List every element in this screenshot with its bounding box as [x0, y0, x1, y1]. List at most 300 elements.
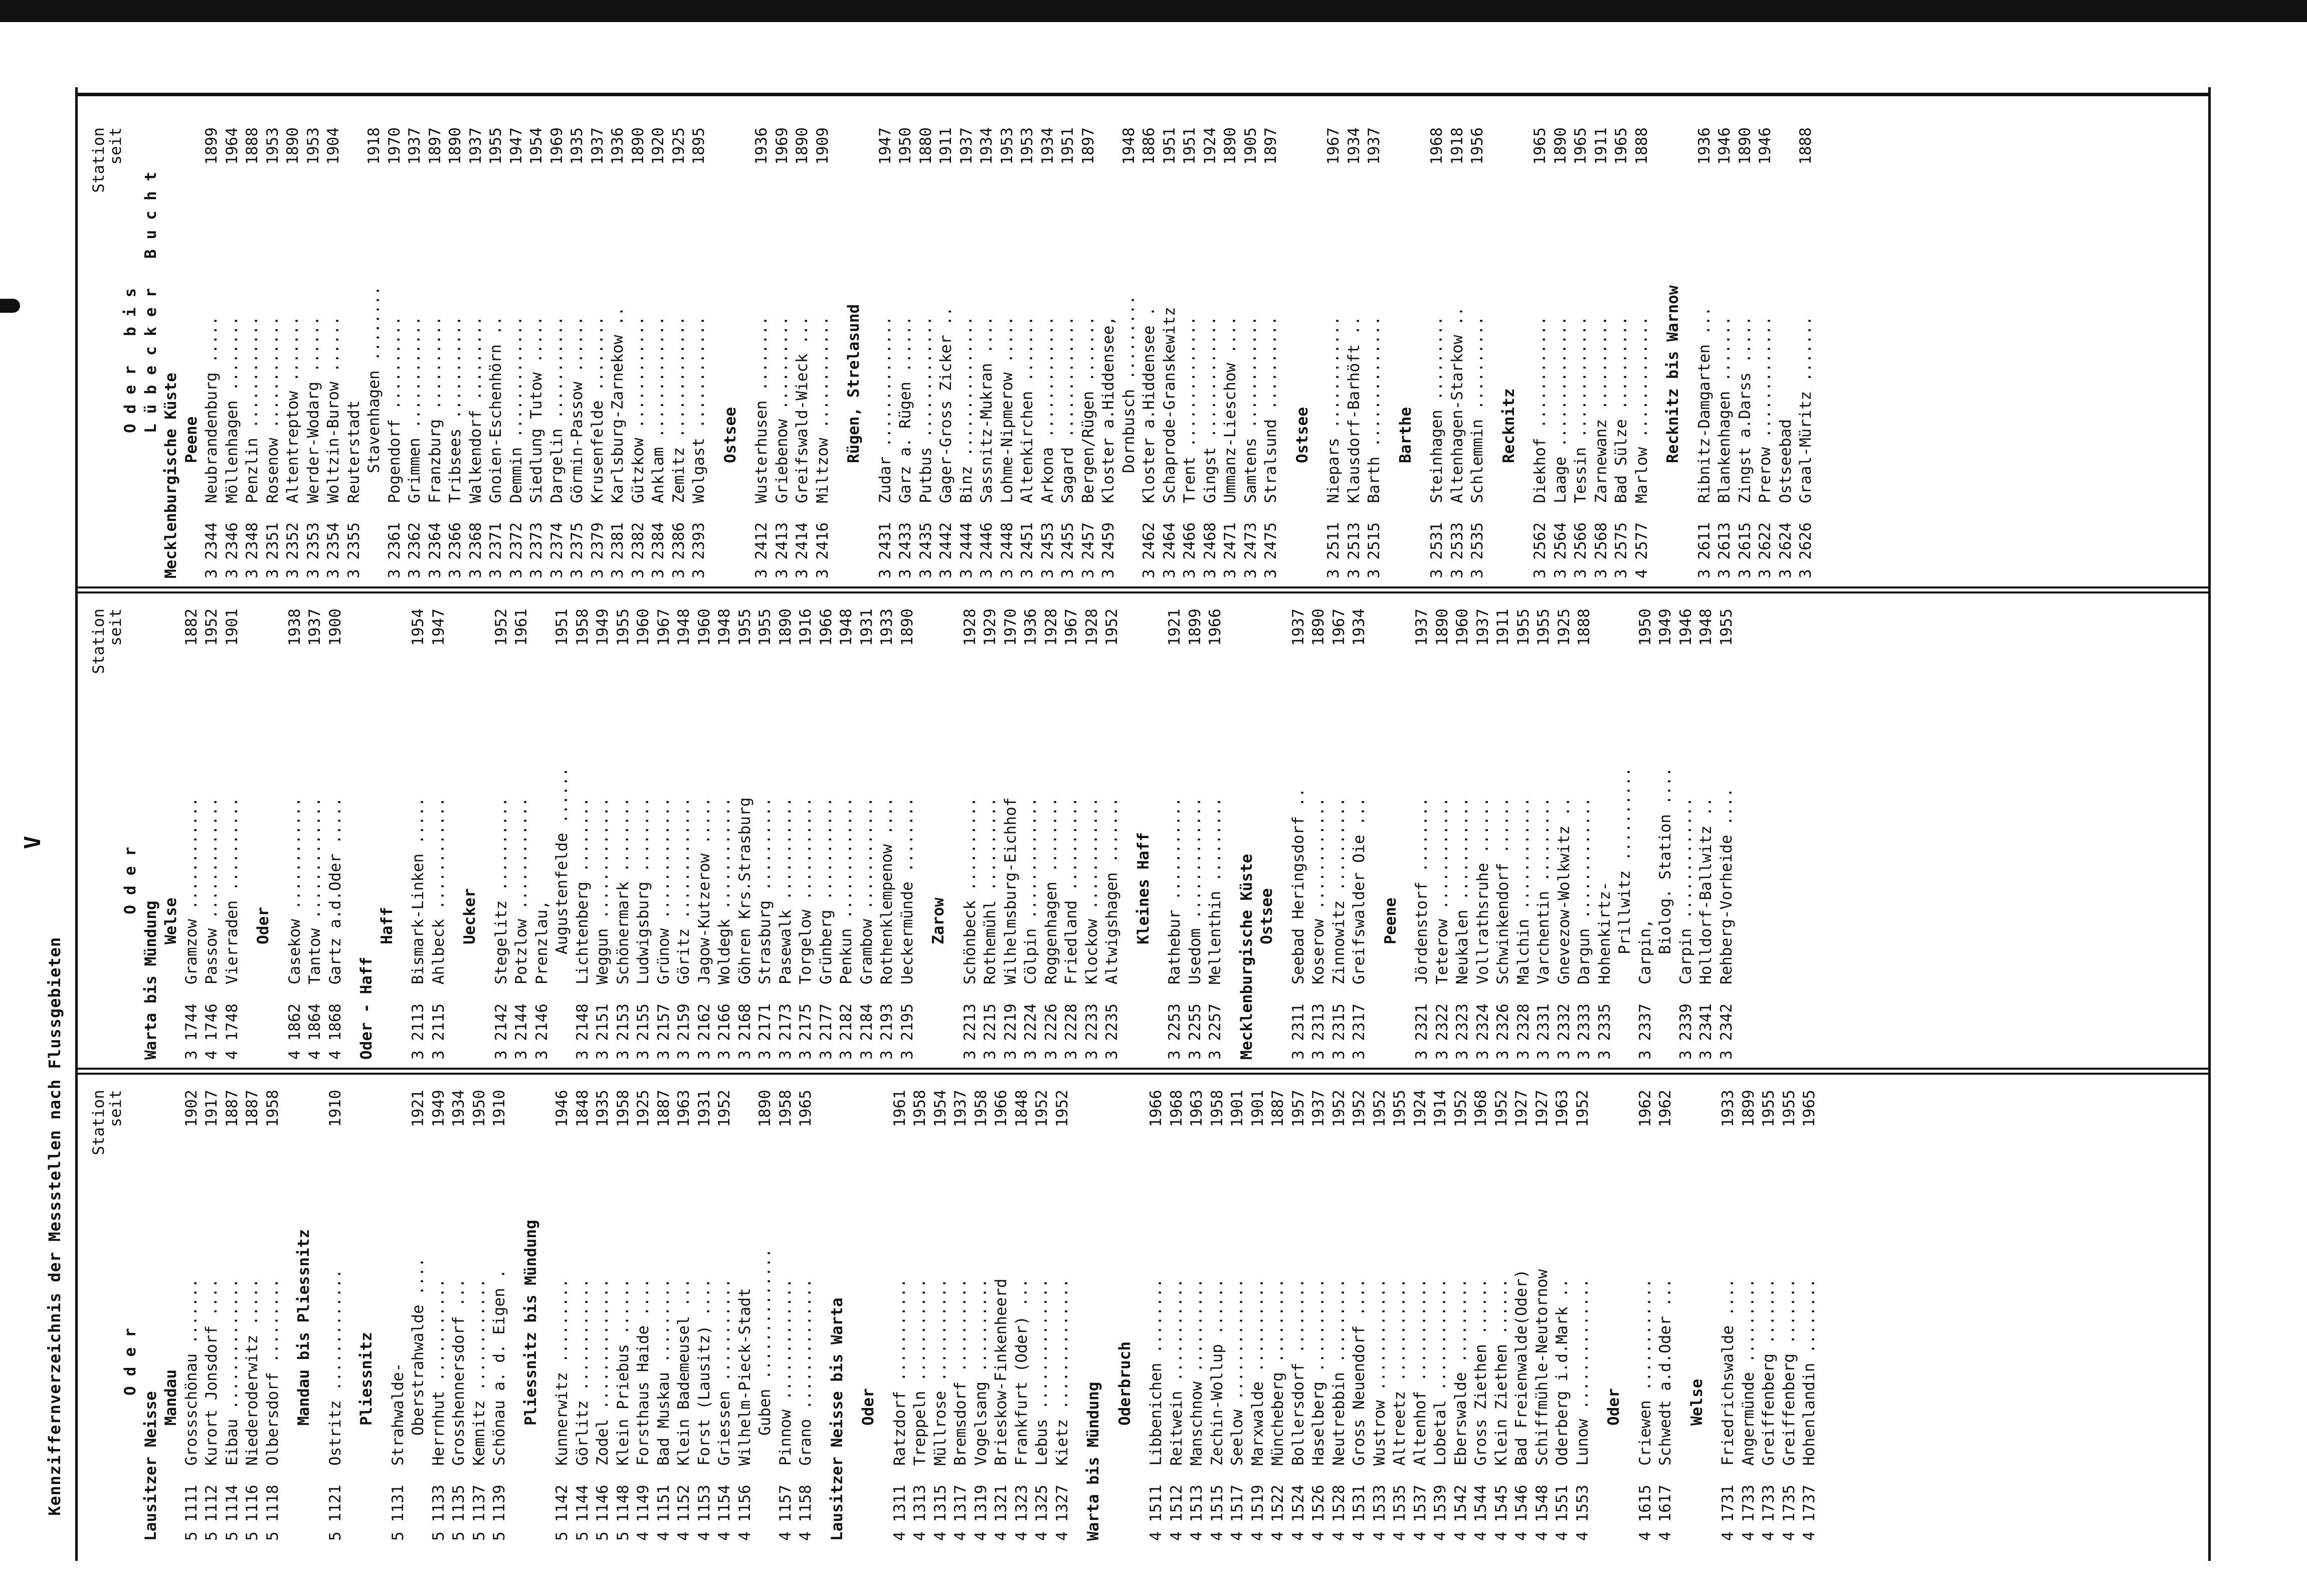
station-name: Angermünde .........: [1739, 1278, 1758, 1466]
station-since-year: 1886: [1140, 127, 1158, 165]
station-number: 3 2335: [1595, 1004, 1614, 1060]
station-name: Strahwalde-: [389, 1362, 407, 1466]
station-since-year: 1897: [1079, 127, 1097, 165]
station-since-year: 1934: [1344, 127, 1363, 165]
station-since-year: 1934: [1038, 127, 1057, 165]
station-since-year: 1934: [978, 127, 996, 165]
station-row: [1061, 609, 1082, 1060]
station-number: 3 2464: [1160, 522, 1179, 578]
heading-text: Pliessnitz: [357, 1332, 375, 1426]
station-number: 3 2393: [690, 522, 708, 578]
station-row: [1796, 127, 1816, 578]
station-since-year: 1934: [450, 1090, 468, 1127]
station-number: 3 2148: [573, 1004, 592, 1060]
river-heading: [928, 609, 949, 1060]
station-name: Barth ..............: [1365, 316, 1383, 503]
station-row: [654, 609, 674, 1060]
section-heading: [141, 1090, 161, 1541]
river-heading: [1499, 127, 1519, 578]
station-name: Casekow ............: [285, 797, 304, 984]
station-row: [489, 1090, 510, 1541]
spacer: [833, 127, 844, 578]
station-since-year: 1960: [695, 609, 713, 646]
station-since-year: 1937: [588, 127, 607, 165]
station-number: 3 2455: [1059, 522, 1077, 578]
station-row: [897, 609, 918, 1060]
station-since-year: 1937: [1289, 609, 1307, 646]
station-since-year: 1955: [487, 127, 505, 165]
spacer: [510, 1090, 521, 1541]
station-since-year: 1966: [992, 1090, 1010, 1127]
station-number: 4 1325: [1033, 1485, 1051, 1541]
station-since-year: 1948: [837, 609, 855, 646]
station-name: Schönbeck ..........: [960, 797, 979, 984]
river-heading: [161, 1090, 181, 1541]
station-seit-label: Station seit: [90, 609, 125, 674]
station-number: [1615, 984, 1635, 1060]
station-number: 3 2413: [773, 522, 791, 578]
station-column: [90, 609, 2186, 1060]
station-row: [1102, 609, 1122, 1060]
station-number: 3 2433: [896, 522, 914, 578]
heading-text: Oder: [121, 837, 139, 914]
station-name: Weggun .............: [594, 797, 612, 984]
station-since-year: 1916: [797, 609, 815, 646]
station-since-year: 1937: [1309, 1090, 1327, 1127]
station-name: Seelow .............: [1228, 1278, 1246, 1466]
station-row: [1591, 127, 1612, 578]
river-heading: [1381, 609, 1401, 1060]
station-number: 4 1535: [1391, 1485, 1409, 1541]
station-number: 3 2444: [957, 522, 976, 578]
station-row: [526, 127, 547, 578]
station-row: [1513, 609, 1534, 1060]
station-row: [689, 127, 709, 578]
station-name: Potzlow ............: [512, 797, 530, 984]
station-since-year: 1965: [1572, 127, 1590, 165]
station-column: [90, 1090, 2186, 1541]
station-name: Haselberg ..........: [1309, 1278, 1327, 1466]
river-heading: [253, 609, 274, 1060]
station-number: 3 2213: [960, 1004, 979, 1060]
station-since-year: 1914: [1431, 1090, 1449, 1127]
station-number: 3 2153: [614, 1004, 632, 1060]
station-name: Kloster a.Hiddensee .: [1140, 307, 1158, 503]
station-number: 5 1118: [263, 1485, 282, 1541]
station-number: 3 2566: [1572, 522, 1590, 578]
station-since-year: 1951: [1059, 127, 1077, 165]
station-number: 3 2322: [1433, 1004, 1451, 1060]
station-row: [1799, 1090, 1820, 1541]
station-row: [654, 1090, 674, 1541]
station-number: 4 1526: [1309, 1485, 1327, 1541]
station-number: 3 2416: [813, 522, 832, 578]
station-number: 3 2341: [1697, 1004, 1715, 1060]
station-name: Frankfurt (Oder) ...: [1012, 1278, 1031, 1466]
column-header: [90, 127, 125, 578]
station-row: [384, 127, 405, 578]
station-number: 3 2352: [284, 522, 302, 578]
station-number: 4 1515: [1208, 1485, 1226, 1541]
station-since-year: 1952: [203, 609, 221, 646]
heading-text: Oder bis: [121, 278, 139, 433]
station-number: 4 1544: [1472, 1485, 1490, 1541]
station-row: [222, 609, 243, 1060]
station-name: Demmin .............: [507, 316, 525, 503]
station-name: Ludwigsburg ........: [634, 797, 652, 984]
station-number: 5 1137: [470, 1485, 488, 1541]
station-row: [875, 127, 896, 578]
station-number: 4 1862: [285, 1004, 304, 1060]
station-number: 3 2168: [735, 1004, 754, 1060]
station-name: Kietz ..............: [1053, 1278, 1071, 1466]
station-row: [1696, 609, 1716, 1060]
station-name: Zechin-Wollup ......: [1208, 1278, 1226, 1466]
station-name: Ummanz-Lieschow ....: [1221, 316, 1239, 503]
station-name: Trent ..............: [1181, 316, 1199, 503]
station-number: 4 1548: [1532, 1485, 1551, 1541]
station-since-year: 1901: [223, 609, 241, 646]
spacer: [314, 1090, 325, 1541]
station-row: [1308, 609, 1329, 1060]
station-since-year: 1937: [1365, 127, 1383, 165]
station-number: 3 2568: [1592, 522, 1610, 578]
station-name: Schwedt a.d.Oder ...: [1656, 1278, 1674, 1466]
station-name: Klein Ziethen ......: [1492, 1278, 1510, 1466]
station-number: 3 2193: [878, 1004, 896, 1060]
station-row: [628, 127, 649, 578]
station-name: Altwigshagen .......: [1103, 797, 1121, 984]
river-heading: [1257, 609, 1277, 1060]
station-row: [1139, 127, 1160, 578]
station-since-year: 1899: [1739, 1090, 1758, 1127]
station-row: [572, 609, 593, 1060]
station-row: [1200, 127, 1221, 578]
station-since-year: 1887: [243, 1090, 261, 1127]
spacer: [541, 1090, 552, 1541]
section-heading: [1237, 609, 1257, 1060]
station-name: Putbus .............: [916, 316, 935, 503]
station-row: [1551, 127, 1571, 578]
station-row: [714, 1090, 735, 1541]
station-since-year: 1904: [324, 127, 342, 165]
station-name: Eberswalde .........: [1451, 1278, 1470, 1466]
station-since-year: 1928: [1082, 609, 1101, 646]
station-column: [90, 127, 2186, 578]
station-number: 3 2535: [1468, 522, 1486, 578]
spacer: [1312, 127, 1323, 578]
station-since-year: 1917: [203, 1090, 221, 1127]
station-name: Biolog. Station ....: [1656, 767, 1674, 954]
station-number: 4 2577: [1632, 522, 1651, 578]
station-name: Brieskow-Finkenheerd: [992, 1278, 1010, 1466]
station-name: Hohenkirtz-: [1595, 881, 1614, 984]
heading-text: Mandau bis Pliessnitz: [295, 1229, 313, 1426]
station-name: Klein Priebus ......: [614, 1278, 632, 1466]
station-row: [388, 1090, 409, 1541]
spacer: [242, 609, 253, 1060]
station-name: Vierraden ..........: [223, 797, 241, 984]
station-since-year: 1928: [1042, 609, 1060, 646]
station-row: [1205, 609, 1226, 1060]
station-row: [857, 609, 877, 1060]
station-number: 4 1615: [1636, 1485, 1654, 1541]
station-row: [1185, 609, 1206, 1060]
station-number: 3 2219: [1001, 1004, 1020, 1060]
station-number: 3 2361: [385, 522, 404, 578]
station-since-year: 1921: [1166, 609, 1184, 646]
station-name: Stavenhagen ........: [365, 286, 383, 473]
station-since-year: 1848: [1012, 1090, 1031, 1127]
station-row: [950, 1090, 971, 1541]
station-name: Reitwein ...........: [1167, 1278, 1186, 1466]
station-row: [263, 1090, 283, 1541]
river-heading: [294, 1090, 314, 1541]
station-row: [910, 1090, 930, 1541]
station-since-year: 1955: [1760, 1090, 1778, 1127]
station-name: Zudar ..............: [876, 316, 894, 503]
station-name: Niepars ............: [1324, 316, 1342, 503]
station-name: Friedrichswalde ....: [1719, 1278, 1737, 1466]
station-number: 3 2379: [588, 522, 607, 578]
station-name: Arkona .............: [1038, 316, 1057, 503]
station-row: [895, 127, 916, 578]
station-row: [1776, 127, 1796, 578]
station-name: Gross Ziethen ......: [1472, 1278, 1490, 1466]
station-since-year: 1902: [182, 1090, 201, 1127]
station-number: 3 2331: [1534, 1004, 1553, 1060]
heading-text: Oder: [859, 1388, 877, 1426]
station-since-year: 1937: [1473, 609, 1492, 646]
station-since-year: 1952: [1451, 1090, 1470, 1127]
station-since-year: 1888: [243, 127, 261, 165]
station-name: Holldorf-Ballwitz ..: [1697, 797, 1715, 984]
station-since-year: 1955: [1717, 609, 1736, 646]
station-since-year: 1936: [752, 127, 771, 165]
station-name: Siedlung Tutow .....: [527, 316, 545, 503]
heading-text: Oder: [254, 907, 272, 944]
station-since-year: 1890: [446, 127, 464, 165]
station-number: 3 2368: [466, 522, 485, 578]
station-number: 3 2166: [715, 1004, 733, 1060]
station-name: Kurort Jonsdorf ....: [203, 1278, 221, 1466]
station-name: Wilhelm-Pieck-Stadt: [735, 1288, 754, 1466]
station-name: Gager-Gross Zicker ..: [937, 307, 955, 503]
station-name: Altreetz ...........: [1391, 1278, 1409, 1466]
station-name: Franzburg ..........: [426, 316, 444, 503]
station-since-year: 1952: [715, 1090, 733, 1127]
station-name: Karlsburg-Zarnekow ..: [609, 307, 627, 503]
station-row: [1554, 609, 1575, 1060]
station-since-year: 1966: [817, 609, 835, 646]
station-name: Jördenstorf ........: [1413, 797, 1431, 984]
station-number: 3 2531: [1428, 522, 1446, 578]
station-name: Griebenow ..........: [773, 316, 791, 503]
station-number: 3 2346: [223, 522, 241, 578]
station-row: [1329, 1090, 1350, 1541]
station-row: [1447, 127, 1468, 578]
station-since-year: 1961: [890, 1090, 909, 1127]
section-heading: [827, 1090, 848, 1541]
station-name: Görmin-Passow ......: [568, 316, 586, 503]
station-since-year: 1958: [263, 1090, 282, 1127]
heading-text: Ostsee: [1258, 888, 1276, 944]
heading-text: Peene: [182, 416, 201, 463]
station-row: [222, 1090, 243, 1541]
station-row: [325, 1090, 346, 1541]
station-since-year: 1899: [203, 127, 221, 165]
station-since-year: 1900: [326, 609, 344, 646]
heading-text: Warta bis Mündung: [1084, 1381, 1102, 1541]
station-number: 3 2457: [1079, 522, 1097, 578]
station-number: 3 2364: [426, 522, 444, 578]
heading-text: Oderbruch: [1115, 1341, 1134, 1426]
station-number: 5 1114: [223, 1485, 241, 1541]
station-number: 3 2235: [1103, 1004, 1121, 1060]
station-since-year: 1967: [1324, 127, 1342, 165]
station-row: [1718, 1090, 1739, 1541]
station-since-year: 1953: [1018, 127, 1036, 165]
station-name: Zingst a.Darss .....: [1736, 316, 1754, 503]
station-number: 3 2215: [981, 1004, 999, 1060]
station-name: Koserow ............: [1309, 797, 1327, 984]
station-name: Lichtenberg ........: [573, 797, 592, 984]
station-row: [425, 127, 446, 578]
station-row: [1146, 1090, 1167, 1541]
station-number: 4 1319: [972, 1485, 990, 1541]
station-since-year: 1952: [1573, 1090, 1592, 1127]
station-name: Bergen/Rügen .......: [1079, 316, 1097, 503]
station-name: Gingst .............: [1201, 316, 1219, 503]
station-number: 3 2435: [916, 522, 935, 578]
station-since-year: 1946: [1715, 127, 1734, 165]
heading-text: Lausitzer Neisse bis Warta: [828, 1297, 846, 1541]
station-name: Schönau a. d. Eigen .: [490, 1269, 508, 1466]
station-since-year: 1970: [1001, 609, 1020, 646]
station-since-year: [735, 1090, 755, 1135]
station-since-year: 1888: [1575, 609, 1593, 646]
section-heading: [141, 609, 161, 1060]
station-name: Forsthaus Haide ....: [634, 1278, 652, 1466]
station-number: 4 1517: [1228, 1485, 1246, 1541]
station-row: [486, 127, 506, 578]
station-number: 4 1546: [1512, 1485, 1530, 1541]
heading-text: Pliessnitz bis Mündung: [521, 1220, 540, 1426]
station-since-year: 1890: [776, 609, 795, 646]
station-name: Altentreptow .......: [284, 316, 302, 503]
station-row: [674, 1090, 694, 1541]
station-since-year: 1890: [284, 127, 302, 165]
heading-text: Oder - Haff: [357, 956, 375, 1060]
station-number: 4 1317: [951, 1485, 970, 1541]
station-name: Rosenow ............: [263, 316, 282, 503]
station-row: [1001, 609, 1021, 1060]
station-name: Woltzin-Burow ......: [324, 316, 342, 503]
station-since-year: [388, 1090, 409, 1135]
spacer: [879, 1090, 890, 1541]
station-number: 3 2375: [568, 522, 586, 578]
station-name: Dargun .............: [1575, 797, 1593, 984]
station-row: [1716, 609, 1737, 1060]
station-number: 4 1153: [695, 1485, 713, 1541]
station-number: 3 2337: [1636, 1004, 1654, 1060]
station-row: [930, 1090, 951, 1541]
station-number: 3 2459: [1099, 522, 1117, 578]
station-row: [1635, 609, 1656, 1060]
station-name: Torgelow ...........: [797, 797, 815, 984]
station-number: 3 2151: [594, 1004, 612, 1060]
station-name: Müllrose ...........: [931, 1278, 949, 1466]
station-since-year: 1947: [507, 127, 525, 165]
station-row: [1038, 127, 1058, 578]
station-number: 4 1733: [1760, 1485, 1778, 1541]
station-number: 3 2442: [937, 522, 955, 578]
station-since-year: 1897: [426, 127, 444, 165]
station-since-year: 1952: [1492, 1090, 1510, 1127]
station-row: [960, 609, 981, 1060]
station-number: 4 1733: [1739, 1485, 1758, 1541]
river-heading: [1115, 1090, 1135, 1541]
river-heading: [1663, 127, 1683, 578]
station-row: [449, 1090, 469, 1541]
station-name: Rothemühl ..........: [981, 797, 999, 984]
station-name: Teterow ............: [1433, 797, 1451, 984]
station-since-year: 1952: [1329, 1090, 1348, 1127]
station-since-year: [1776, 127, 1796, 172]
station-number: 3 2324: [1473, 1004, 1492, 1060]
station-name: Stegelitz ..........: [492, 797, 510, 984]
station-number: 3 2371: [487, 522, 505, 578]
station-name: Stralsund ..........: [1262, 316, 1280, 503]
station-number: 4 1315: [931, 1485, 949, 1541]
station-name: Wustrow ............: [1370, 1278, 1389, 1466]
station-row: [694, 609, 715, 1060]
station-number: 4 1542: [1451, 1485, 1470, 1541]
station-row: [1427, 127, 1447, 578]
heading-text: Mandau: [162, 1369, 180, 1426]
station-since-year: 1909: [813, 127, 832, 165]
station-name: Criewen ............: [1636, 1278, 1654, 1466]
station-number: 3 2366: [446, 522, 464, 578]
station-since-year: 1890: [898, 609, 916, 646]
spacer: [1226, 609, 1237, 1060]
spacer: [449, 609, 460, 1060]
station-name: Pogendorf ..........: [385, 316, 404, 503]
station-since-year: 1965: [797, 1090, 815, 1127]
station-since-year: 1927: [1512, 1090, 1530, 1127]
station-since-year: 1948: [675, 609, 693, 646]
station-row: [816, 609, 837, 1060]
station-row: [694, 1090, 715, 1541]
station-number: [364, 503, 384, 578]
station-row: [890, 1090, 910, 1541]
station-row: [1187, 1090, 1207, 1541]
station-name: Anklam .............: [649, 316, 667, 503]
station-number: 3 2348: [243, 522, 261, 578]
station-name: Göritz .............: [675, 797, 693, 984]
station-row: [1655, 609, 1676, 1060]
river-heading: [720, 127, 741, 578]
station-since-year: 1970: [385, 127, 404, 165]
station-name: Bad Sülze ..........: [1612, 316, 1630, 503]
station-number: 4 1551: [1553, 1485, 1571, 1541]
station-name: Strasburg ..........: [756, 797, 774, 984]
station-number: 4 1152: [675, 1485, 693, 1541]
spacer: [377, 1090, 388, 1541]
station-since-year: 1927: [1532, 1090, 1551, 1127]
station-row: [877, 609, 897, 1060]
station-name: Schlemmin ..........: [1468, 316, 1486, 503]
